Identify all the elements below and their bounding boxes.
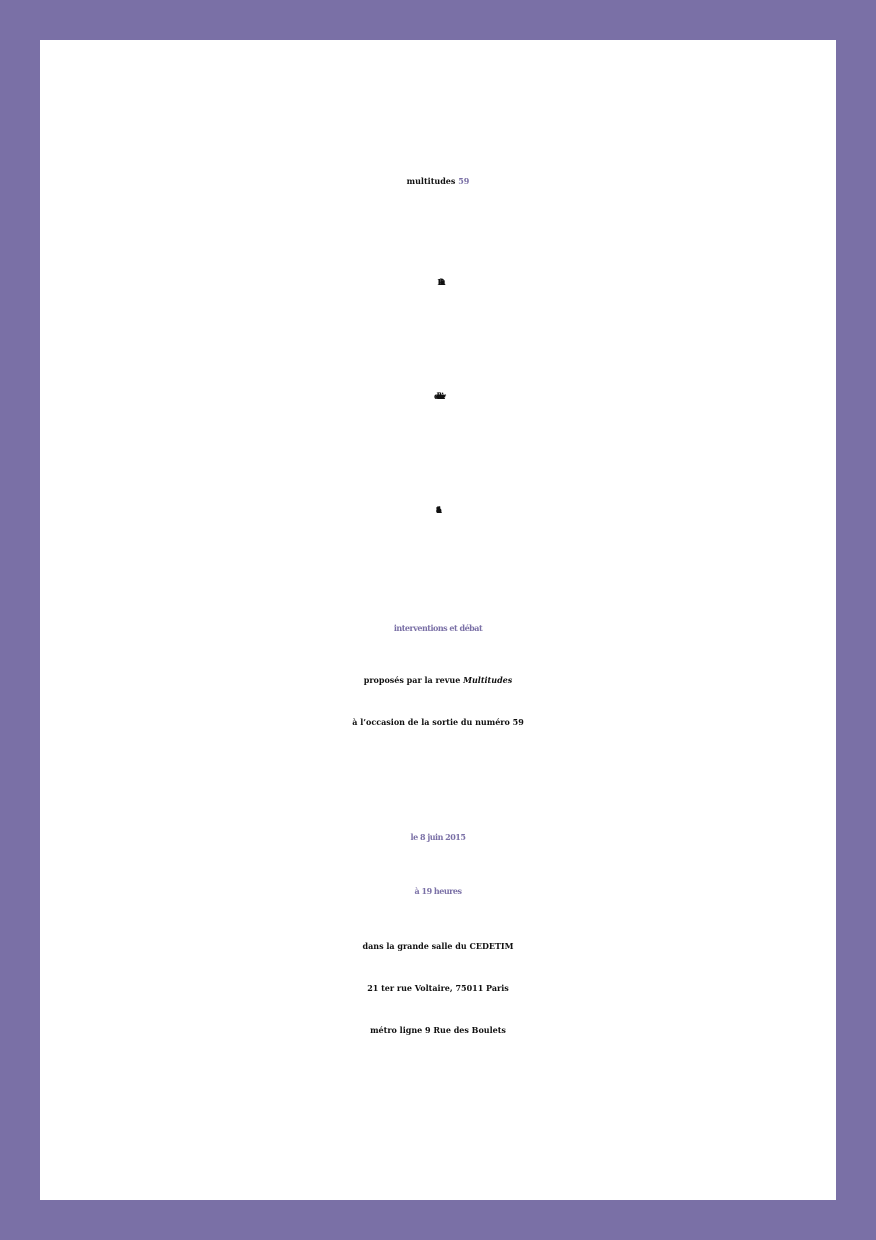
title-line-2: décoloniser xyxy=(434,391,442,401)
organizer-journal: Multitudes xyxy=(463,675,513,685)
title-line-3 xyxy=(40,454,836,566)
organizer-line xyxy=(40,662,836,698)
occasion-line: à l’occasion de la sortie du numéro 59 xyxy=(352,717,524,727)
event-time: à 19 heures xyxy=(414,886,462,896)
organizer-prefix: proposés par la revue xyxy=(363,675,464,685)
poster-sheet xyxy=(40,40,836,1200)
venue-line-2: 21 ter rue Voltaire, 75011 Paris xyxy=(367,983,509,993)
title-line-1: Faut-il xyxy=(437,277,439,287)
event-date: le 8 juin 2015 xyxy=(410,832,466,842)
subheading: interventions et débat xyxy=(393,623,483,633)
issue-number: 59 xyxy=(458,176,470,186)
venue-line-3: métro ligne 9 Rue des Boulets xyxy=(370,1025,506,1035)
masthead xyxy=(40,164,836,198)
journal-name: multitudes xyxy=(406,176,456,186)
venue-line-1: dans la grande salle du CEDETIM xyxy=(362,941,514,951)
